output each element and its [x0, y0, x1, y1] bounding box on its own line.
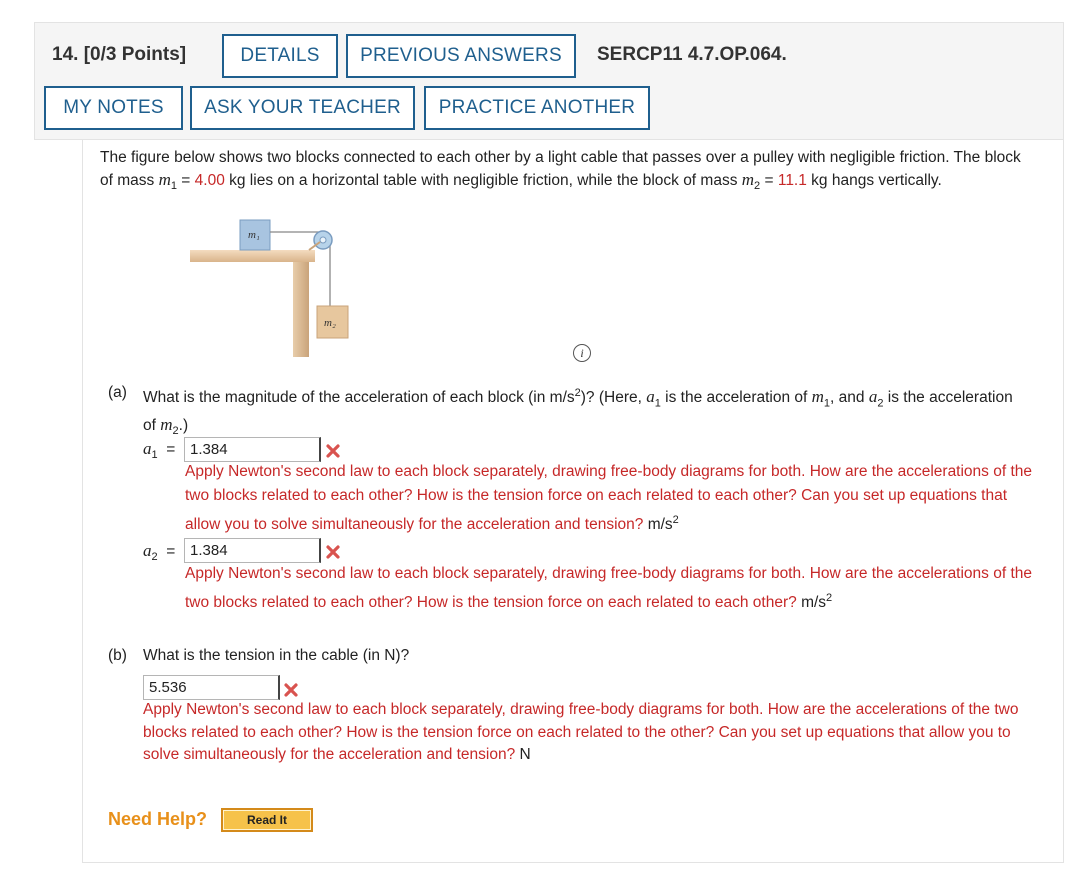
read-it-button[interactable]: Read It	[221, 808, 313, 832]
details-button[interactable]: DETAILS	[222, 34, 338, 78]
pulley-figure	[180, 210, 370, 360]
need-help-label: Need Help?	[108, 809, 208, 829]
a1-answer-input[interactable]	[184, 437, 321, 462]
part-b-question: What is the tension in the cable (in N)?	[143, 647, 410, 664]
m2-value: 11.1	[777, 172, 807, 189]
m1-label: m₁	[248, 229, 260, 241]
m1-value: 4.00	[194, 172, 225, 189]
incorrect-x-icon	[326, 545, 340, 559]
question-number: 14. [0/3 Points]	[52, 44, 187, 65]
my-notes-button[interactable]: MY NOTES	[44, 86, 183, 130]
m2-label: m₂	[324, 317, 336, 329]
ask-your-teacher-button[interactable]: ASK YOUR TEACHER	[190, 86, 415, 130]
table-leg	[293, 262, 309, 357]
practice-another-button[interactable]: PRACTICE ANOTHER	[424, 86, 650, 130]
tension-feedback: Apply Newton's second law to each block separately, drawing free-body diagrams for both. How are the accelerations of the two blocks related to each other? How is the tension force on each related to the other? Can you set up equations that allow you to solve simultaneously for the acceleration and tension? N	[143, 701, 1019, 763]
a2-answer-input[interactable]	[184, 538, 321, 563]
incorrect-x-icon	[326, 444, 340, 458]
incorrect-x-icon	[284, 683, 298, 697]
info-icon[interactable]: i	[573, 344, 591, 362]
part-b-letter: (b)	[108, 647, 127, 664]
a1-feedback: Apply Newton's second law to each block separately, drawing free-body diagrams for both. How are the accelerations of the two blocks related to each other? How is the tension force on each related to each other? Can you set up equations that allow you to solve simultaneously for the acceleration and tension? $m/s^2$	[185, 463, 1033, 534]
a2-label: $a_2$ =	[143, 541, 176, 564]
tension-answer-input[interactable]	[143, 675, 280, 700]
problem-code: SERCP11 4.7.OP.064.	[597, 44, 787, 65]
a1-label: $a_1$ =	[143, 439, 176, 462]
problem-intro: The figure below shows two blocks connected to each other by a light cable that passes over a pulley with negligible friction. The block of mass $m_1 = 4.00$ kg lies on a horizontal table with negligible friction, while the block of mass $m_2 = 11.1$ kg hangs vertically.	[100, 149, 1021, 193]
previous-answers-button[interactable]: PREVIOUS ANSWERS	[346, 34, 576, 78]
table-top	[190, 250, 315, 262]
points-score: [0/3 Points]	[83, 44, 187, 65]
part-a-question: What is the magnitude of the acceleration of each block (in $m/s^2$)? (Here, $a_1$ is the acceleration of $m_1$, and $a_2$ is the acceleration of $m_2$.)	[143, 387, 1013, 438]
a2-feedback: Apply Newton's second law to each block separately, drawing free-body diagrams for both. How are the accelerations of the two blocks related to each other? How is the tension force on each related to each other? $m/s^2$	[185, 565, 1033, 612]
part-a-letter: (a)	[108, 384, 127, 401]
